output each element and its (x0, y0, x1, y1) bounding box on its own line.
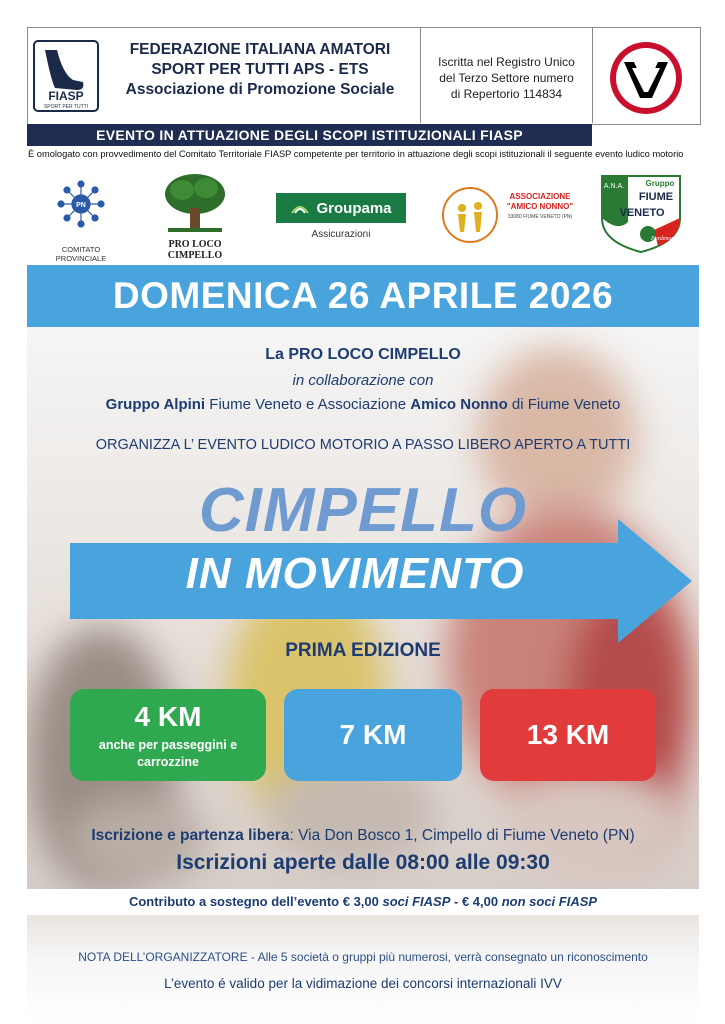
ana-fiume-text: FIUME (638, 191, 674, 203)
ana-veneto-text: VENETO (619, 207, 665, 219)
ana-top-text: A.N.A. (603, 183, 625, 190)
proloco-caption-1: PRO LOCO (168, 239, 222, 250)
ana-sezione-text: Pordenone (650, 236, 678, 242)
registration-label: Iscrizione e partenza libera (91, 827, 290, 844)
registro-line2: del Terzo Settore numero (439, 71, 574, 85)
amico-nonno-emblem-icon (440, 186, 500, 244)
amico-nonno-name: ASSOCIAZIONE (509, 192, 571, 201)
groupama-wheat-icon (290, 201, 310, 215)
ana-fiume-veneto-logo (598, 172, 684, 254)
contribution-text-2: - € 4,00 (450, 894, 502, 909)
partner-text: Fiume Veneto e Associazione (205, 396, 411, 413)
proloco-logo (160, 172, 230, 261)
federazione-line3: Associazione di Promozione Sociale (125, 81, 395, 98)
groupama-logo (276, 193, 406, 240)
event-title-line2: IN MOVIMENTO (185, 549, 525, 598)
omologato-text: È omologato con provvedimento del Comitato Territoriale FIASP competente per territorio in attuazione degli scopi istituzionali il seguente evento ludico motorio (28, 149, 684, 159)
route-4km-badge (70, 689, 266, 781)
partner-alpini: Gruppo Alpini (105, 396, 206, 413)
proloco-caption-2: CIMPELLO (167, 250, 223, 261)
fiasp-logo-icon (33, 40, 99, 112)
event-title-line1: CIMPELLO (198, 476, 528, 545)
ivv-logo-icon (600, 38, 692, 118)
ana-gruppo-text: Gruppo (645, 179, 675, 188)
edition-label: PRIMA EDIZIONE (285, 640, 441, 661)
tree-icon (160, 172, 230, 234)
ivv-validity-note: L’evento é valido per la vidimazione dei concorsi internazionali IVV (164, 976, 562, 991)
event-date-banner: DOMENICA 26 APRILE 2026 (27, 265, 699, 327)
route-7km-badge (284, 689, 462, 781)
marciatori-caption-1: COMITATO PROVINCIALE (55, 245, 107, 263)
ana-shield-icon (598, 172, 684, 254)
marciatori-network-icon (36, 170, 126, 232)
registration-hours: Iscrizioni aperte dalle 08:00 alle 09:30 (176, 851, 550, 874)
route-4km-note-2: carrozzine (137, 755, 199, 769)
contribution-members: soci FIASP (382, 894, 451, 909)
header-divider (592, 28, 593, 123)
registro-line3: di Repertorio 114834 (450, 87, 563, 101)
contribution-text-1: Contributo a sostegno dell’evento € 3,00 (128, 894, 383, 909)
federazione-line2: SPORT PER TUTTI APS - ETS (151, 61, 369, 78)
amico-nonno-place: 33080 FIUME VENETO (PN) (507, 214, 573, 220)
federazione-line1: FEDERAZIONE ITALIANA AMATORI (129, 41, 391, 58)
organizer-line: La PRO LOCO CIMPELLO (265, 346, 461, 363)
route-4km-distance: 4 KM (134, 701, 202, 732)
partners-line (27, 396, 699, 413)
header-divider (420, 28, 421, 123)
fiasp-logo-text: FIASP (48, 89, 84, 103)
route-13km-distance: 13 KM (526, 719, 610, 750)
partner-text-end: di Fiume Veneto (507, 396, 621, 413)
contribution-non-members: non soci FIASP (501, 894, 598, 909)
route-13km-badge (480, 689, 656, 781)
proloco-caption (160, 239, 230, 261)
collaboration-line: in collaborazione con (292, 372, 434, 389)
registro-line1: Iscritta nel Registro Unico (438, 55, 575, 69)
registration-location (27, 827, 699, 845)
lower-section-background (27, 915, 699, 1023)
groupama-name: Groupama (316, 199, 392, 217)
evento-banner: EVENTO IN ATTUAZIONE DEGLI SCOPI ISTITUZIONALI FIASP (27, 124, 592, 146)
route-4km-note-1: anche per passeggini e (98, 738, 238, 752)
partner-amico-nonno: Amico Nonno (410, 396, 508, 413)
organizer-note: NOTA DELL’ORGANIZZATORE - Alle 5 società o gruppi più numerosi, verrà consegnato un riconoscimento (78, 950, 648, 964)
contribution-line (27, 894, 699, 909)
groupama-sub: Assicurazioni (311, 229, 371, 240)
marciatori-mark: PN (76, 202, 86, 209)
amico-nonno-logo (440, 186, 576, 244)
groupama-badge (276, 193, 406, 223)
federazione-name (104, 40, 416, 100)
event-description: ORGANIZZA L’ EVENTO LUDICO MOTORIO A PASSO LIBERO APERTO A TUTTI (95, 437, 631, 453)
registro-info (424, 54, 589, 102)
registration-address: : Via Don Bosco 1, Cimpello di Fiume Veneto (PN) (289, 827, 635, 844)
route-7km-distance: 7 KM (339, 719, 407, 750)
fiasp-logo-sub: SPORT PER TUTTI (43, 104, 89, 110)
amico-nonno-name-2: "AMICO NONNO" (506, 202, 574, 211)
